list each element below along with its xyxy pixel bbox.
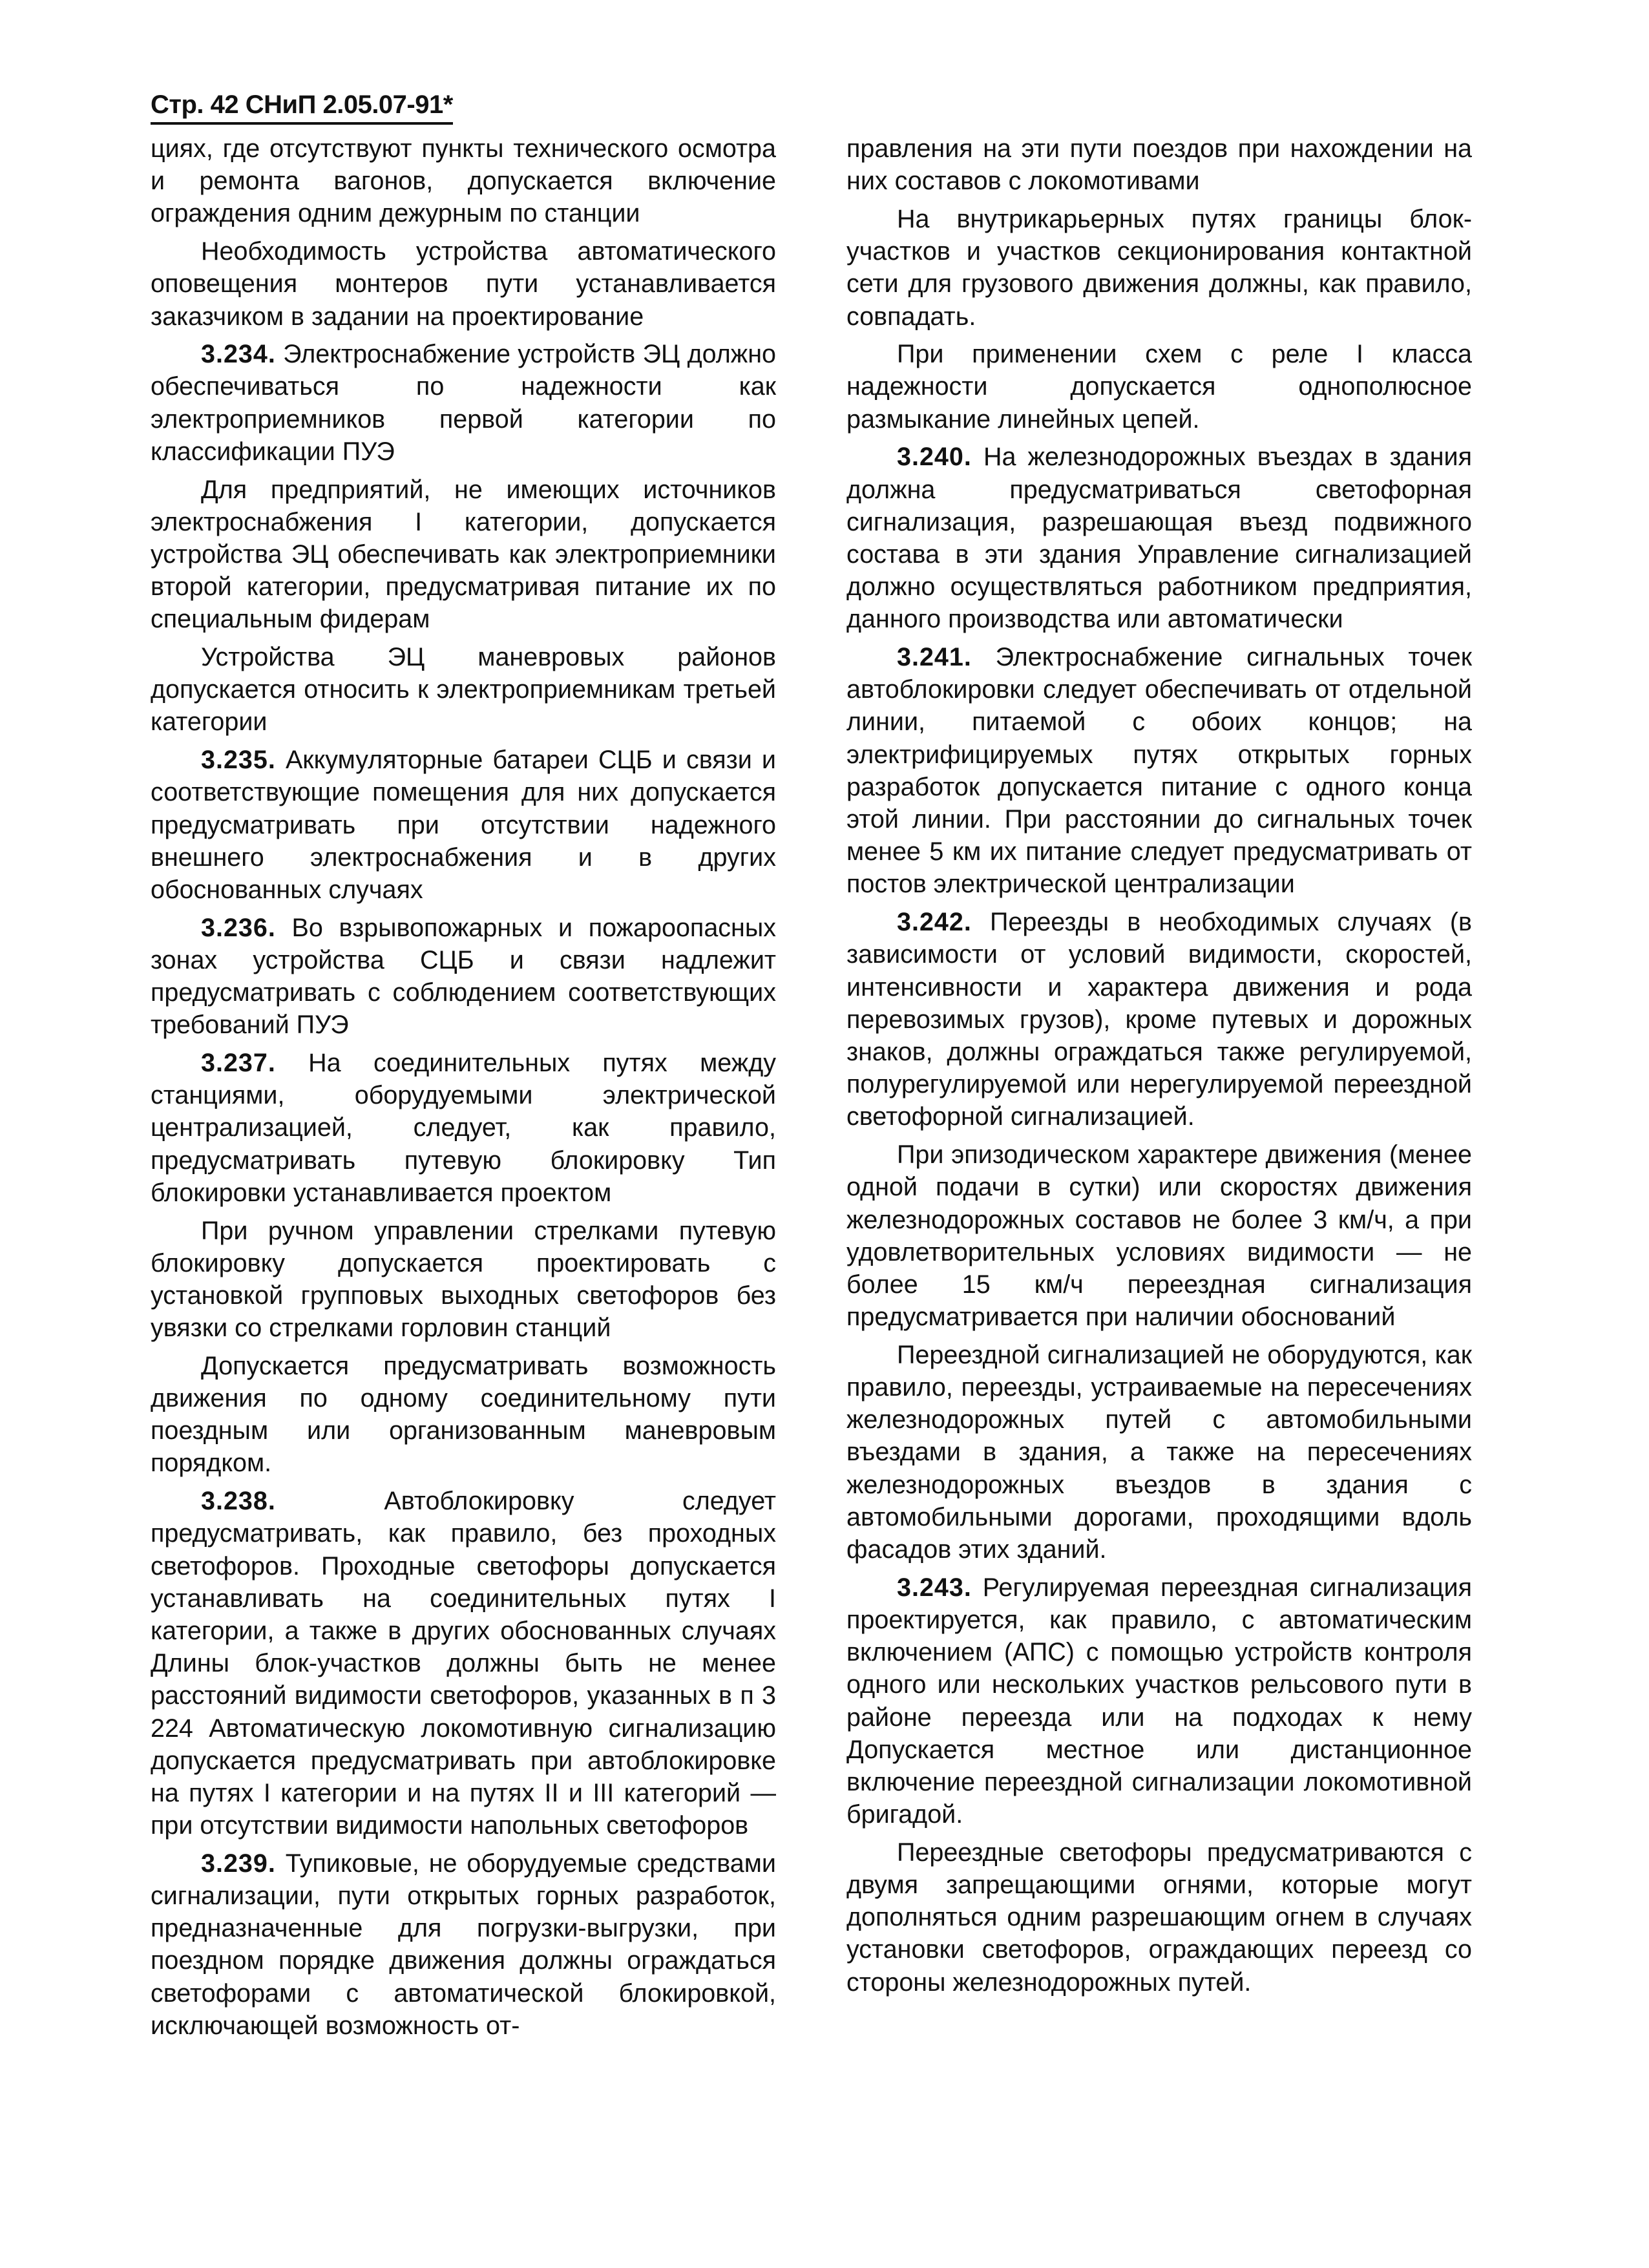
paragraph-text: циях, где отсутствуют пункты технического осмотра и ремонта вагонов, допускается включение ограждения одним дежурным по станции	[151, 134, 776, 228]
paragraph-text: На соединительных путях между станциями, оборудуемыми электрической централизацией, следует, как правило, предусматривать путевую блокировку Тип блокировки устанавливается проектом	[151, 1048, 777, 1207]
paragraph-text: Переездной сигнализацией не оборудуются, как правило, переезды, устраиваемые на пересечениях железнодорожных путей с автомобильными въездами в здания, а также на пересечениях железнодорожных въездов в здания с автомобильными дорогами, проходящими вдоль фасадов этих зданий.	[846, 1340, 1472, 1564]
clause-3-237	[151, 1047, 776, 1209]
paragraph-text: Электроснабжение сигнальных точек автоблокировки следует обеспечивать от отдельной линии, питаемой с обоих концов; на электрифицируемых путях открытых горных разработок допускается питание с одного конца этой линии. При расстоянии до сигнальных точек менее 5 км их питание следует предусматривать от постов электрической централизации	[846, 643, 1472, 899]
clause-number: 3.240.	[897, 443, 972, 472]
clause-number: 3.242.	[897, 908, 972, 937]
paragraph-text: Переезды в необходимых случаях (в зависимости от условий видимости, скоростей, интенсивности и характера движения и рода перевозимых грузов), кроме путевых и дорожных знаков, должны ограждаться также регулируемой, полурегулируемой или нерегулируемой переездной светофорной сигнализацией.	[846, 908, 1472, 1131]
paragraph	[151, 1215, 776, 1345]
paragraph	[846, 1339, 1472, 1566]
paragraph-text: Допускается предусматривать возможность движения по одному соединительному пути поездным или организованным маневровым порядком.	[151, 1351, 776, 1478]
clause-3-234	[151, 338, 776, 468]
paragraph-text: Переездные светофоры предусматриваются с двумя запрещающими огнями, которые могут дополняться одним разрешающим огнем в случаях установки светофоров, ограждающих переезд со стороны железнодорожных путей.	[846, 1838, 1472, 1997]
clause-number: 3.237.	[201, 1048, 276, 1077]
paragraph-text: Электроснабжение устройств ЭЦ должно обеспечиваться по надежности как электроприемников первой категории по классификации ПУЭ	[151, 340, 776, 466]
clause-3-241	[846, 641, 1472, 901]
clause-3-236	[151, 912, 776, 1042]
paragraph	[151, 641, 776, 739]
clause-number: 3.238.	[201, 1487, 276, 1516]
paragraph	[151, 235, 776, 333]
paragraph-text: Для предприятий, не имеющих источников электроснабжения I категории, допускается устройства ЭЦ обеспечивать как электроприемники второй категории, предусматривая питание их по специальным фидерам	[151, 475, 776, 634]
clause-number: 3.236.	[201, 913, 276, 942]
paragraph-text: Устройства ЭЦ маневровых районов допускается относить к электроприемникам третьей категории	[151, 643, 776, 737]
paragraph	[151, 474, 776, 636]
paragraph	[846, 1836, 1472, 1999]
clause-number: 3.239.	[201, 1849, 276, 1878]
clause-number: 3.243.	[897, 1573, 972, 1602]
paragraph	[151, 132, 776, 230]
paragraph	[151, 1350, 776, 1480]
paragraph-text: При ручном управлении стрелками путевую блокировку допускается проектировать с установкой групповых выходных светофоров без увязки со стрелками горловин станций	[151, 1216, 776, 1343]
clause-3-239	[151, 1847, 776, 2042]
right-column	[846, 132, 1472, 2004]
paragraph	[846, 338, 1472, 436]
paragraph	[846, 132, 1472, 197]
clause-3-242	[846, 906, 1472, 1133]
paragraph	[846, 203, 1472, 333]
clause-3-235	[151, 744, 776, 906]
left-column	[151, 132, 776, 2048]
paragraph-text: При применении схем с реле I класса надежности допускается однополюсное размыкание линейных цепей.	[846, 340, 1472, 434]
clause-3-240	[846, 441, 1472, 635]
paragraph-text: Автоблокировку следует предусматривать, как правило, без проходных светофоров. Проходные светофоры допускается устанавливать на соединительных путях I категории, а также в других обоснованных случаях Длины блок-участков должны быть не менее расстояний видимости светофоров, указанных в п 3 224 Автоматическую локомотивную сигнализацию допускается предусматривать при автоблокировке на путях I категории и на путях II и III категорий — при отсутствии видимости напольных светофоров	[151, 1487, 776, 1840]
paragraph	[846, 1139, 1472, 1333]
clause-3-243	[846, 1571, 1472, 1831]
paragraph-text: Во взрывопожарных и пожароопасных зонах устройства СЦБ и связи надлежит предусматривать с соблюдением соответствующих требований ПУЭ	[151, 913, 776, 1040]
paragraph-text: На железнодорожных въездах в здания должна предусматриваться светофорная сигнализация, разрешающая въезд подвижного состава в эти здания Управление сигнализацией должно осуществляться работником предприятия, данного производства или автоматически	[846, 443, 1472, 634]
paragraph-text: Тупиковые, не оборудуемые средствами сигнализации, пути открытых горных разработок, предназначенные для погрузки-выгрузки, при поездном порядке движения должны ограждаться светофорами с автоматической блокировкой, исключающей возможность от-	[151, 1849, 776, 2040]
clause-number: 3.234.	[201, 340, 276, 369]
paragraph-text: Необходимость устройства автоматического оповещения монтеров пути устанавливается заказчиком в задании на проектирование	[151, 237, 776, 331]
paragraph-text: На внутрикарьерных путях границы блок-участков и участков секционирования контактной сети для грузового движения должны, как правило, совпадать.	[846, 204, 1472, 331]
paragraph-text: Регулируемая переездная сигнализация проектируется, как правило, с автоматическим включением (АПС) с помощью устройств контроля одного или нескольких участков рельсового пути в районе переезда или на подходах к нему Допускается местное или дистанционное включение переездной сигнализации локомотивной бригадой.	[846, 1573, 1472, 1829]
clause-number: 3.235.	[201, 746, 276, 775]
clause-3-238	[151, 1485, 776, 1842]
paragraph-text: При эпизодическом характере движения (менее одной подачи в сутки) или скоростях движения железнодорожных составов не более 3 км/ч, а при удовлетворительных условиях видимости — не более 15 км/ч переездная сигнализация предусматривается при наличии обоснований	[846, 1140, 1472, 1332]
paragraph-text: Аккумуляторные батареи СЦБ и связи и соответствующие помещения для них допускается предусматривать при отсутствии надежного внешнего электроснабжения и в других обоснованных случаях	[151, 746, 776, 904]
page-header: Стр. 42 СНиП 2.05.07-91*	[151, 90, 453, 119]
clause-number: 3.241.	[897, 643, 972, 672]
paragraph-text: правления на эти пути поездов при нахождении на них составов с локомотивами	[846, 134, 1472, 196]
